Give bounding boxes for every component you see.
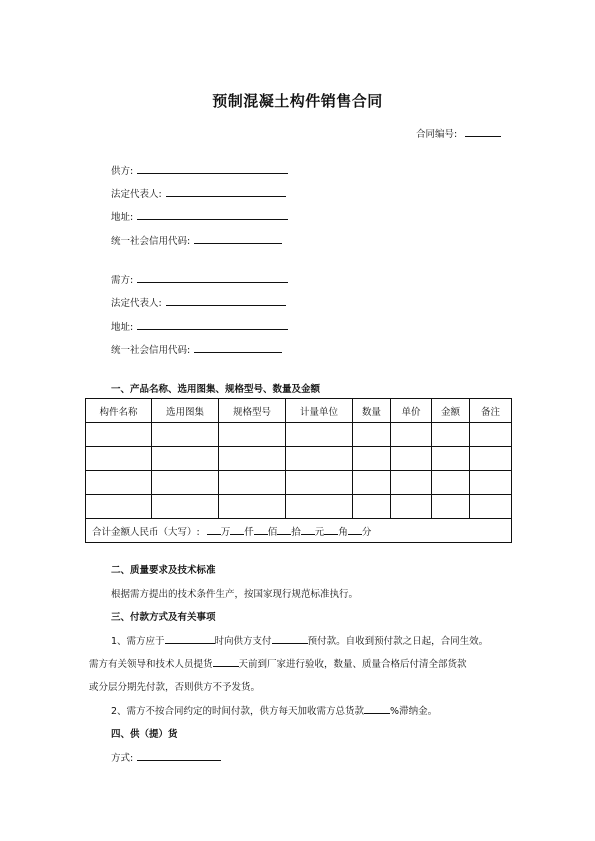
buyer-address-blank[interactable] [137, 319, 288, 330]
column-header: 数量 [353, 399, 391, 423]
table-cell[interactable] [353, 447, 391, 471]
total-blank[interactable] [324, 524, 338, 535]
buyer-credit-blank[interactable] [194, 342, 282, 353]
table-cell[interactable] [219, 423, 286, 447]
buyer-rep-blank[interactable] [166, 295, 286, 306]
total-row [86, 519, 512, 543]
prepayment-blank[interactable] [272, 633, 308, 644]
total-amount-cell [86, 519, 512, 543]
table-cell[interactable] [432, 495, 470, 519]
supplier-rep-label: 法定代表人: [111, 189, 162, 200]
buyer-address-field [111, 319, 288, 333]
buyer-credit-label: 统一社会信用代码: [111, 345, 191, 356]
supplier-credit-field [111, 233, 282, 247]
total-unit: 角 [338, 526, 348, 538]
section2-heading: 二、质量要求及技术标准 [111, 565, 216, 576]
table-cell[interactable] [86, 471, 152, 495]
supplier-address-field [111, 209, 288, 223]
table-cell[interactable] [470, 447, 512, 471]
section3-paragraph2 [111, 703, 437, 717]
payment-text: 预付款。自收到预付款之日起，合同生效。 [307, 636, 489, 647]
product-table [85, 398, 512, 543]
buyer-party-blank[interactable] [137, 272, 288, 283]
table-cell[interactable] [470, 423, 512, 447]
table-cell[interactable] [219, 495, 286, 519]
supplier-party-label: 供方: [111, 166, 134, 177]
column-header: 计量单位 [286, 399, 353, 423]
section3-paragraph1 [111, 633, 488, 647]
table-cell[interactable] [219, 471, 286, 495]
table-cell[interactable] [86, 423, 152, 447]
delivery-method-field [111, 750, 221, 764]
section2-text: 根据需方提出的技术条件生产，按国家现行规范标准执行。 [111, 589, 359, 600]
buyer-address-label: 地址: [111, 322, 134, 333]
late-fee-rate-blank[interactable] [364, 703, 390, 714]
total-amount-label: 合计金额人民币（大写）: [92, 526, 200, 538]
section4-heading: 四、供（提）货 [111, 729, 178, 740]
section3-paragraph1-line3: 或分层分期先付款，否则供方不予发货。 [89, 682, 261, 693]
payment-text: 时向供方支付 [214, 636, 272, 647]
table-row [86, 447, 512, 471]
buyer-party-label: 需方: [111, 275, 134, 286]
table-row [86, 495, 512, 519]
delivery-method-label: 方式: [111, 753, 134, 764]
table-row [86, 423, 512, 447]
payment-text: 1、需方应于 [111, 636, 165, 647]
total-blank[interactable] [207, 524, 221, 535]
table-cell[interactable] [353, 423, 391, 447]
inspection-days-blank[interactable] [213, 656, 239, 667]
total-unit: 分 [361, 526, 372, 538]
table-cell[interactable] [286, 471, 353, 495]
total-blank[interactable] [230, 524, 244, 535]
table-cell[interactable] [391, 423, 432, 447]
table-header-row [86, 399, 512, 423]
buyer-rep-field [111, 295, 286, 309]
table-cell[interactable] [391, 471, 432, 495]
table-cell[interactable] [391, 495, 432, 519]
column-header: 构件名称 [86, 399, 152, 423]
column-header: 规格型号 [219, 399, 286, 423]
supplier-rep-blank[interactable] [166, 186, 286, 197]
total-unit: 仟 [244, 526, 254, 538]
contract-number-label: 合同编号: [416, 129, 458, 140]
table-row [86, 471, 512, 495]
payment-text: 天前到厂家进行验收，数量、质量合格后付清全部货款 [238, 659, 467, 670]
section3-heading: 三、付款方式及有关事项 [111, 612, 216, 623]
table-cell[interactable] [432, 447, 470, 471]
table-cell[interactable] [286, 423, 353, 447]
table-cell[interactable] [353, 495, 391, 519]
buyer-rep-label: 法定代表人: [111, 298, 162, 309]
late-fee-text: %滞纳金。 [390, 706, 438, 717]
table-cell[interactable] [432, 423, 470, 447]
table-cell[interactable] [86, 447, 152, 471]
table-cell[interactable] [470, 471, 512, 495]
table-cell[interactable] [286, 447, 353, 471]
contract-number [416, 126, 501, 140]
supplier-rep-field [111, 186, 286, 200]
table-cell[interactable] [86, 495, 152, 519]
section3-paragraph1-line2 [89, 656, 467, 670]
supplier-credit-label: 统一社会信用代码: [111, 236, 191, 247]
total-blank[interactable] [301, 524, 315, 535]
buyer-party-field [111, 272, 288, 286]
total-blank[interactable] [277, 524, 291, 535]
table-cell[interactable] [219, 447, 286, 471]
supplier-party-blank[interactable] [137, 163, 288, 174]
late-fee-text: 2、需方不按合同约定的时间付款，供方每天加收需方总货款 [111, 706, 365, 717]
buyer-credit-field [111, 342, 282, 356]
payment-time-blank[interactable] [165, 633, 215, 644]
total-unit: 万 [220, 526, 231, 538]
delivery-method-blank[interactable] [137, 750, 221, 761]
total-unit: 拾 [291, 526, 301, 538]
total-unit: 元 [314, 526, 325, 538]
table-cell[interactable] [470, 495, 512, 519]
table-cell[interactable] [152, 423, 219, 447]
column-header: 金额 [432, 399, 470, 423]
table-cell[interactable] [152, 447, 219, 471]
contract-number-blank[interactable] [465, 126, 501, 137]
table-cell[interactable] [152, 495, 219, 519]
total-blank[interactable] [254, 524, 268, 535]
table-cell[interactable] [432, 471, 470, 495]
column-header: 备注 [470, 399, 512, 423]
section1-heading: 一、产品名称、选用图集、规格型号、数量及金额 [111, 384, 321, 395]
supplier-credit-blank[interactable] [194, 233, 282, 244]
table-cell[interactable] [391, 447, 432, 471]
column-header: 单价 [391, 399, 432, 423]
supplier-party-field [111, 163, 288, 177]
total-blank[interactable] [348, 524, 362, 535]
supplier-address-blank[interactable] [137, 209, 288, 220]
total-unit: 佰 [267, 526, 278, 538]
table-cell[interactable] [353, 471, 391, 495]
payment-text: 需方有关领导和技术人员提货 [89, 659, 213, 670]
table-cell[interactable] [286, 495, 353, 519]
table-cell[interactable] [152, 471, 219, 495]
document-title: 预制混凝土构件销售合同 [212, 92, 383, 110]
supplier-address-label: 地址: [111, 212, 134, 223]
column-header: 选用图集 [152, 399, 219, 423]
